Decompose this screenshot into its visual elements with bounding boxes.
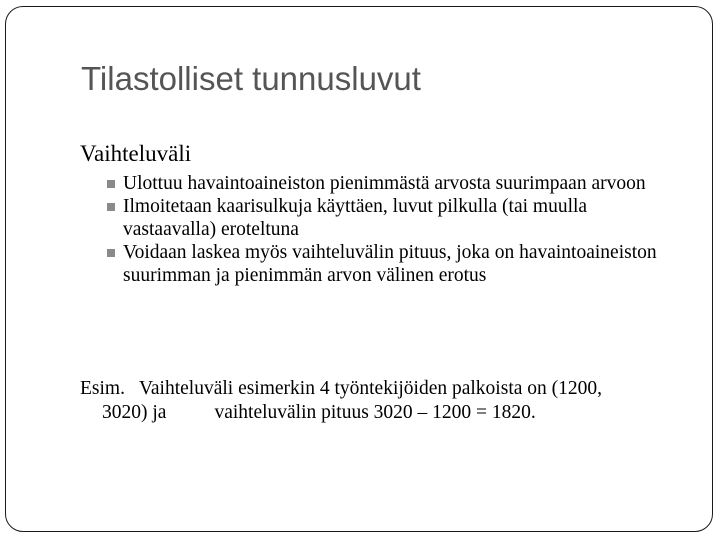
- example-text-1: Vaihteluväli esimerkin 4 työntekijöiden palkoista on (1200,: [138, 378, 603, 399]
- square-bullet-icon: [107, 203, 115, 211]
- section-heading: Vaihteluväli: [80, 141, 192, 166]
- square-bullet-icon: [107, 249, 115, 257]
- bullet-list: [80, 172, 670, 287]
- bullet-item: [123, 172, 670, 195]
- example-text-2a: 3020) ja: [102, 402, 167, 423]
- example-prefix: Esim.: [80, 378, 125, 399]
- example-line-2: [80, 401, 680, 425]
- bullet-item: [123, 195, 670, 241]
- bullet-item: [123, 241, 670, 287]
- bullet-text: Ilmoitetaan kaarisulkuja käyttäen, luvut pilkulla (tai muulla vastaavalla) eroteltuna: [123, 196, 588, 240]
- example-paragraph: [80, 377, 680, 425]
- square-bullet-icon: [107, 180, 115, 188]
- slide-body: [80, 140, 670, 287]
- example-text-2b: vaihteluvälin pituus 3020 – 1200 = 1820.: [214, 402, 536, 423]
- example-line-1: [80, 377, 680, 401]
- bullet-text: Voidaan laskea myös vaihteluvälin pituus, joka on havaintoaineiston suurimman ja pienimmän arvon välinen erotus: [123, 242, 657, 286]
- bullet-text: Ulottuu havaintoaineiston pienimmästä arvosta suurimpaan arvoon: [123, 173, 646, 194]
- slide-title: Tilastolliset tunnusluvut: [81, 60, 421, 97]
